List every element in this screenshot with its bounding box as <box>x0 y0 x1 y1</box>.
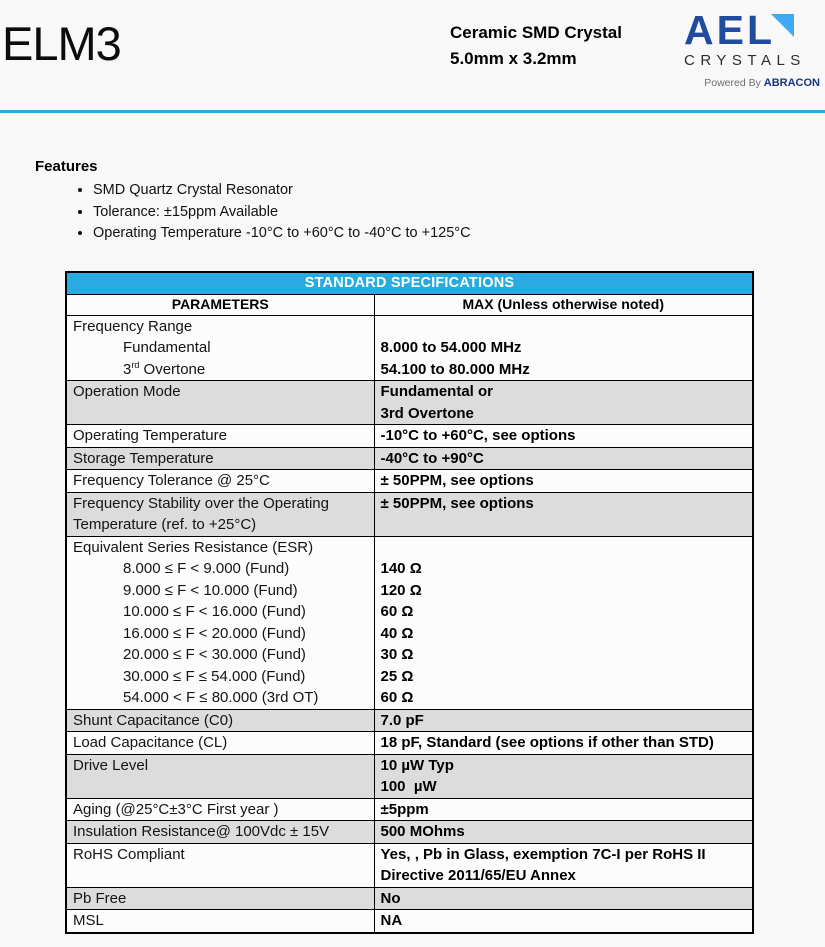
parameter-cell <box>66 887 374 910</box>
parameter-line: Fundamental <box>123 339 211 356</box>
parameter-line: Temperature (ref. to +25°C) <box>73 516 257 533</box>
value-line: 25 Ω <box>380 667 414 685</box>
value-line: -40°C to +90°C <box>380 449 484 467</box>
value-line: 100 µW <box>380 778 437 795</box>
features-section <box>35 158 735 247</box>
value-cell <box>374 887 753 910</box>
parameter-cell <box>66 709 374 732</box>
spec-row <box>66 910 753 933</box>
spec-row <box>66 798 753 821</box>
abracon-label: ABRACON <box>763 77 820 89</box>
value-line: ± 50PPM, see options <box>380 494 534 512</box>
parameter-cell <box>66 798 374 821</box>
parameter-line: Insulation Resistance@ 100Vdc ± 15V <box>73 823 330 840</box>
parameter-line: 8.000 ≤ F < 9.000 (Fund) <box>123 560 290 577</box>
spec-row <box>66 425 753 448</box>
parameter-line: Load Capacitance (CL) <box>73 734 228 751</box>
spec-table-title: STANDARD SPECIFICATIONS <box>66 272 753 294</box>
features-list <box>35 182 735 241</box>
value-line: 10 µW Typ <box>380 756 454 774</box>
logo-brand-text: AEL <box>684 7 775 53</box>
parameter-line: 20.000 ≤ F < 30.000 (Fund) <box>123 646 306 663</box>
parameter-line: Shunt Capacitance (C0) <box>73 711 234 729</box>
spec-row <box>66 754 753 798</box>
value-cell <box>374 447 753 470</box>
value-cell <box>374 910 753 933</box>
parameter-line: Frequency Stability over the Operating <box>73 494 329 512</box>
value-line: NA <box>380 912 403 929</box>
spec-row <box>66 732 753 755</box>
header-divider-rule <box>0 110 825 113</box>
feature-item: • Tolerance: ±15ppm Available <box>93 204 735 220</box>
value-line: Yes, , Pb in Glass, exemption 7C-I per RoHS II <box>380 845 706 863</box>
parameter-cell <box>66 425 374 448</box>
value-line: 120 Ω <box>380 581 422 599</box>
feature-item: • SMD Quartz Crystal Resonator <box>93 182 735 198</box>
parameter-cell <box>66 315 374 381</box>
logo-sub-text: CRYSTALS <box>684 52 806 69</box>
parameter-cell <box>66 821 374 844</box>
value-line: Fundamental or <box>380 383 494 400</box>
value-line: -10°C to +60°C, see options <box>380 427 576 444</box>
feature-item: • Operating Temperature -10°C to +60°C to -40°C to +125°C <box>93 225 735 241</box>
parameter-line: Frequency Tolerance @ 25°C <box>73 472 270 489</box>
spec-row <box>66 887 753 910</box>
parameter-cell <box>66 843 374 887</box>
parameter-line: Operating Temperature <box>73 427 227 444</box>
spec-row <box>66 536 753 709</box>
parameter-line: 10.000 ≤ F < 16.000 (Fund) <box>123 603 306 620</box>
doc-title <box>450 20 622 72</box>
value-line <box>381 537 747 559</box>
value-cell <box>374 821 753 844</box>
value-cell <box>374 425 753 448</box>
powered-by-label: Powered By <box>704 77 764 89</box>
value-line: ± 50PPM, see options <box>380 472 534 489</box>
parameter-line: Frequency Range <box>73 317 193 335</box>
ael-crystals-logo <box>684 7 820 89</box>
parameter-cell <box>66 492 374 536</box>
parameter-cell <box>66 754 374 798</box>
parameter-line: 30.000 ≤ F ≤ 54.000 (Fund) <box>123 667 306 685</box>
parameter-line: Storage Temperature <box>73 449 214 467</box>
parameter-line: 54.000 < F ≤ 80.000 (3rd OT) <box>123 689 319 706</box>
parameter-cell <box>66 732 374 755</box>
value-line: 140 Ω <box>380 560 422 577</box>
value-line: 7.0 pF <box>380 711 424 729</box>
value-line: Directive 2011/65/EU Annex <box>380 867 576 884</box>
spec-row <box>66 381 753 425</box>
value-line: ±5ppm <box>380 800 429 818</box>
features-heading: Features <box>35 158 98 175</box>
value-line <box>381 316 747 338</box>
parameter-line: Pb Free <box>73 889 127 907</box>
parameter-line: 16.000 ≤ F < 20.000 (Fund) <box>123 624 306 642</box>
value-line: 60 Ω <box>380 603 414 620</box>
spec-row <box>66 470 753 493</box>
parameter-cell <box>66 536 374 709</box>
value-line: 60 Ω <box>380 689 414 706</box>
value-cell <box>374 470 753 493</box>
parameter-line: 9.000 ≤ F < 10.000 (Fund) <box>123 581 298 599</box>
parameter-line: MSL <box>73 912 104 929</box>
spec-row <box>66 843 753 887</box>
powered-by-line <box>684 77 820 89</box>
value-line: 8.000 to 54.000 MHz <box>380 339 522 356</box>
value-cell <box>374 536 753 709</box>
column-header-max: MAX (Unless otherwise noted) <box>374 294 753 315</box>
value-cell <box>374 492 753 536</box>
column-header-parameters: PARAMETERS <box>66 294 374 315</box>
parameter-cell <box>66 447 374 470</box>
spec-row <box>66 709 753 732</box>
parameter-line: Equivalent Series Resistance (ESR) <box>73 538 314 556</box>
spec-table-title-row <box>66 272 753 294</box>
logo-wordmark <box>684 7 820 53</box>
parameter-cell <box>66 470 374 493</box>
parameter-line: 3rd Overtone <box>123 359 206 378</box>
parameter-line: RoHS Compliant <box>73 845 185 863</box>
value-cell <box>374 315 753 381</box>
value-cell <box>374 709 753 732</box>
parameter-line: Operation Mode <box>73 383 181 400</box>
value-cell <box>374 843 753 887</box>
value-cell <box>374 798 753 821</box>
product-title: ELM3 <box>2 17 121 70</box>
spec-table <box>65 271 754 934</box>
spec-row <box>66 821 753 844</box>
value-line: 500 MOhms <box>380 823 465 840</box>
value-line: 3rd Overtone <box>380 404 474 422</box>
logo-triangle-icon <box>771 14 794 37</box>
parameter-line: Drive Level <box>73 756 149 774</box>
spec-row <box>66 492 753 536</box>
spec-row <box>66 315 753 381</box>
page-header <box>0 0 825 110</box>
doc-title-line1: Ceramic SMD Crystal <box>450 23 622 42</box>
parameter-cell <box>66 910 374 933</box>
value-line: 54.100 to 80.000 MHz <box>380 360 530 378</box>
parameter-line: Aging (@25°C±3°C First year ) <box>73 800 279 818</box>
value-cell <box>374 732 753 755</box>
value-cell <box>374 381 753 425</box>
value-line: 30 Ω <box>380 646 414 663</box>
value-line: 18 pF, Standard (see options if other than STD) <box>380 734 714 751</box>
value-line: No <box>380 889 401 907</box>
spec-table-header-row <box>66 294 753 315</box>
doc-title-line2: 5.0mm x 3.2mm <box>450 49 577 68</box>
parameter-cell <box>66 381 374 425</box>
value-line: 40 Ω <box>380 624 414 642</box>
spec-row <box>66 447 753 470</box>
value-cell <box>374 754 753 798</box>
